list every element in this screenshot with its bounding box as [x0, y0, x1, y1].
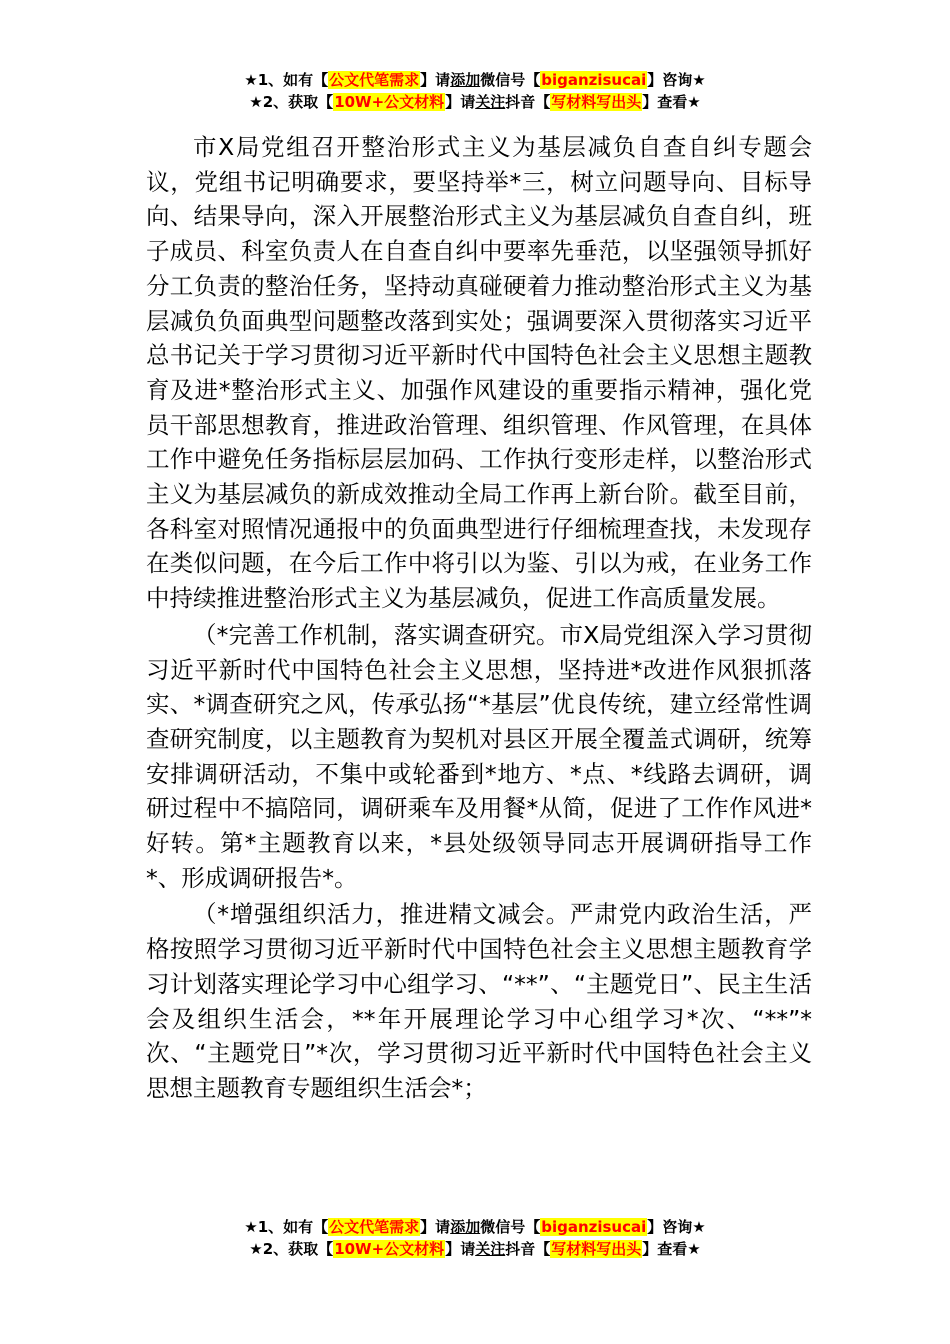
header-line-1-underlined: 添加 — [450, 71, 481, 89]
footer-line-1 — [0, 1216, 950, 1238]
footer-line-1-suffix: 】咨询★ — [647, 1218, 706, 1236]
footer-highlight-douyin-name: 写材料写出头 — [551, 1240, 642, 1258]
footer-line-1-mid1: 】请 — [420, 1218, 451, 1236]
header-line-2-suffix: 】查看★ — [642, 93, 701, 111]
document-body — [146, 130, 812, 1106]
header-line-2-mid2: 抖音【 — [505, 93, 551, 111]
paragraph-self-inspection: 市X局党组召开整治形式主义为基层减负自查自纠专题会议，党组书记明确要求，要坚持举*三，树立问题导向、目标导向、结果导向，深入开展整治形式主义为基层减负自查自纠，班子成员、科室负责人在自查自纠中要率先垂范，以坚强领导抓好分工负责的整治任务，坚持动真碰硬着力推动整治形式主义为基层减负负面典型问题整改落到实处；强调要深入贯彻落实习近平总书记关于学习贯彻习近平新时代中国特色社会主义思想主题教育及进*整治形式主义、加强作风建设的重要指示精神，强化党员干部思想教育，推进政治管理、组织管理、作风管理，在具体工作中避免任务指标层层加码、工作执行变形走样，以整治形式主义为基层减负的新成效推动全局工作再上新台阶。截至目前，各科室对照情况通报中的负面典型进行仔细梳理查找，未发现存在类似问题，在今后工作中将引以为鉴、引以为戒，在业务工作中持续推进整治形式主义为基层减负，促进工作高质量发展。 — [146, 133, 812, 613]
header-line-1-suffix: 】咨询★ — [647, 71, 706, 89]
header-line-2-mid1: 】请 — [445, 93, 476, 111]
header-highlight-wechat-id: biganzisucai — [541, 71, 647, 89]
header-line-1-prefix: ★1、如有【 — [244, 71, 329, 89]
header-line-2 — [0, 91, 950, 113]
footer-highlight-wechat-id: biganzisucai — [541, 1218, 647, 1236]
footer-banner — [0, 1216, 950, 1260]
footer-line-1-mid2: 微信号【 — [480, 1218, 541, 1236]
header-line-2-prefix: ★2、获取【 — [249, 93, 334, 111]
footer-line-1-prefix: ★1、如有【 — [244, 1218, 329, 1236]
header-line-1-mid2: 微信号【 — [480, 71, 541, 89]
header-line-2-underlined: 关注 — [475, 93, 506, 111]
header-highlight-materials: 10W+公文材料 — [334, 93, 445, 111]
paragraph-organization-vitality: （*增强组织活力，推进精文减会。严肃党内政治生活，严格按照学习贯彻习近平新时代中国特色社会主义思想主题教育学习计划落实理论学习中心组学习、“**”、“主题党日”、民主生活会及组织生活会，**年开展理论学习中心组学习*次、“**”*次、“主题党日”*次，学习贯彻习近平新时代中国特色社会主义思想主题教育专题组织生活会*； — [146, 900, 812, 1102]
footer-highlight-service: 公文代笔需求 — [329, 1218, 420, 1236]
footer-line-2-suffix: 】查看★ — [642, 1240, 701, 1258]
footer-line-2-underlined: 关注 — [475, 1240, 506, 1258]
footer-line-2-mid2: 抖音【 — [505, 1240, 551, 1258]
header-line-1-mid1: 】请 — [420, 71, 451, 89]
footer-line-1-underlined: 添加 — [450, 1218, 481, 1236]
header-highlight-douyin-name: 写材料写出头 — [551, 93, 642, 111]
header-highlight-service: 公文代笔需求 — [329, 71, 420, 89]
footer-line-2 — [0, 1238, 950, 1260]
footer-line-2-prefix: ★2、获取【 — [249, 1240, 334, 1258]
paragraph-work-mechanism: （*完善工作机制，落实调查研究。市X局党组深入学习贯彻习近平新时代中国特色社会主义思想，坚持进*改进作风狠抓落实、*调查研究之风，传承弘扬“*基层”优良传统，建立经常性调查研究制度，以主题教育为契机对县区开展全覆盖式调研，统筹安排调研活动，不集中或轮番到*地方、*点、*线路去调研，调研过程中不搞陪同，调研乘车及用餐*从简，促进了工作作风进*好转。第*主题教育以来，*县处级领导同志开展调研指导工作*、形成调研报告*。 — [146, 620, 812, 892]
header-line-1 — [0, 69, 950, 91]
header-banner — [0, 69, 950, 113]
footer-highlight-materials: 10W+公文材料 — [334, 1240, 445, 1258]
footer-line-2-mid1: 】请 — [445, 1240, 476, 1258]
